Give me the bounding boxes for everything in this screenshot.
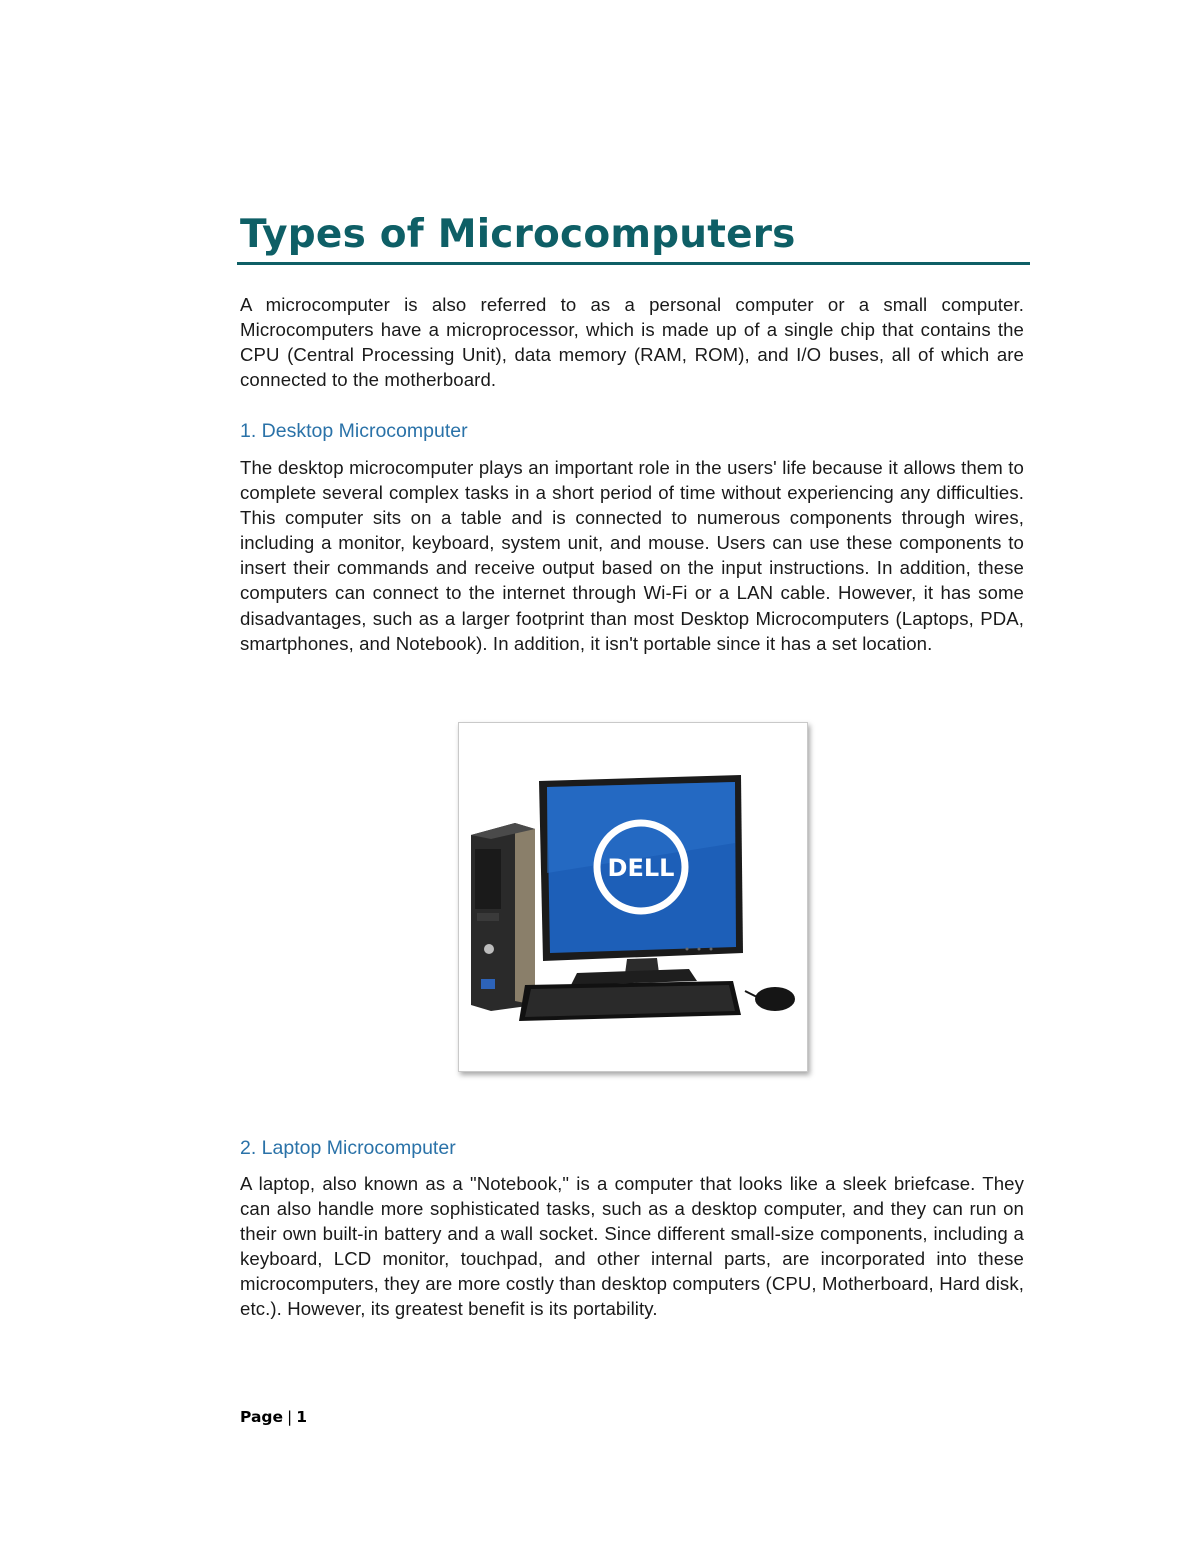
section-heading-desktop: 1. Desktop Microcomputer <box>240 420 468 442</box>
page-title: Types of Microcomputers <box>240 212 796 257</box>
mouse <box>745 987 795 1011</box>
section-heading-laptop: 2. Laptop Microcomputer <box>240 1137 456 1159</box>
monitor <box>539 775 743 985</box>
page-footer <box>240 1405 307 1429</box>
section-body-laptop: A laptop, also known as a "Notebook," is a computer that looks like a sleek briefcase. They can also handle more sophisticated tasks, such as a desktop computer, and they can run on their own built-in battery and a wall socket. Since different small-size components, including a keyboard, LCD monitor, touchpad, and other internal parts, are incorporated into these microcomputers, they are more costly than desktop computers (CPU, Motherboard, Hard disk, etc.). However, its greatest benefit is its portability. <box>240 1173 1024 1320</box>
desktop-computer-image <box>458 722 808 1072</box>
page-label: Page <box>240 1408 284 1426</box>
intro-paragraph: A microcomputer is also referred to as a personal computer or a small computer. Microcomputers have a microprocessor, which is made up of a single chip that contains the CPU (Central Processing Unit), data memory (RAM, ROM), and I/O buses, all of which are connected to the motherboard. <box>240 294 1024 391</box>
keyboard <box>519 981 741 1021</box>
title-underline <box>237 262 1030 265</box>
page-separator: | <box>287 1408 293 1426</box>
dell-logo-text: DELL <box>607 854 675 882</box>
page-number: 1 <box>296 1408 308 1426</box>
desktop-computer-illustration <box>459 723 807 1071</box>
section-body-desktop: The desktop microcomputer plays an important role in the users' life because it allows them to complete several complex tasks in a short period of time without experiencing any difficulties. This computer sits on a table and is connected to numerous components through wires, including a monitor, keyboard, system unit, and mouse. Users can use these components to insert their commands and receive output based on the input instructions. In addition, these computers can connect to the internet through Wi-Fi or a LAN cable. However, it has some disadvantages, such as a larger footprint than most Desktop Microcomputers (Laptops, PDA, smartphones, and Notebook). In addition, it isn't portable since it has a set location. <box>240 457 1024 654</box>
tower-unit <box>471 823 535 1011</box>
